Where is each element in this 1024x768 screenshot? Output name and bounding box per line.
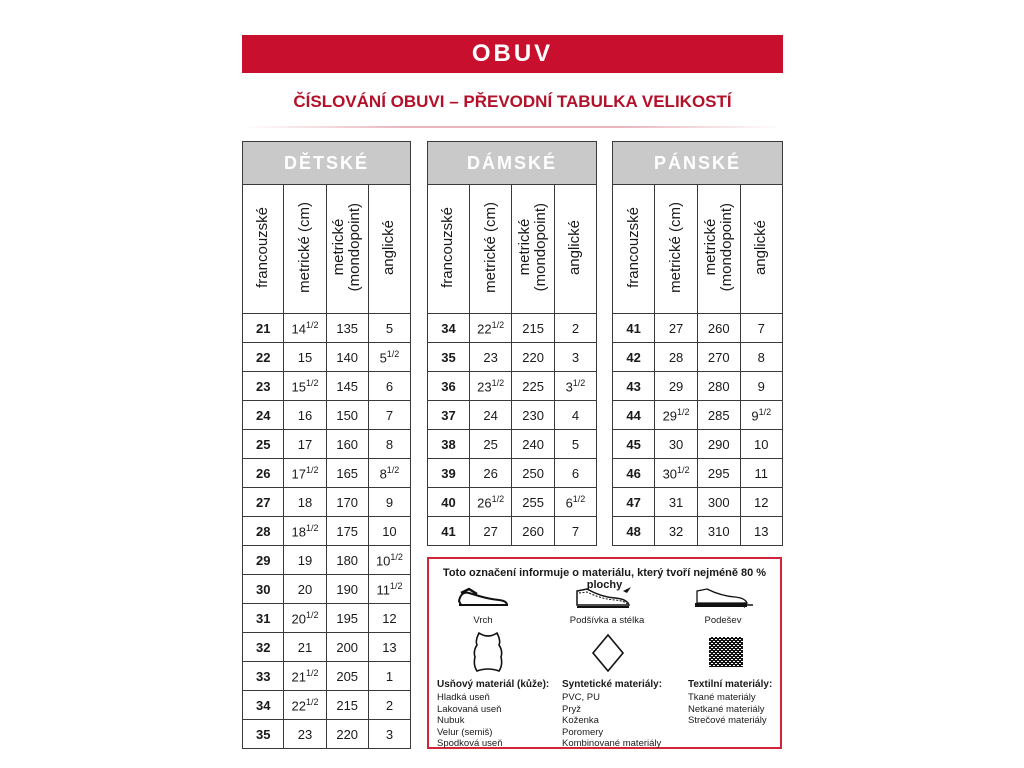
table-row <box>428 401 597 430</box>
material-item: Tkané materiály <box>688 692 756 703</box>
table-cell: 13 <box>740 517 782 546</box>
column-header: francouzské <box>428 185 470 314</box>
table-cell: 24 <box>469 401 511 430</box>
table-row <box>243 372 411 401</box>
table-cell: 295 <box>697 459 740 488</box>
material-item: Netkané materiály <box>688 703 765 715</box>
table-cell: 32 <box>655 517 698 546</box>
table-cell: $22^{1/2}$ <box>469 314 511 343</box>
table-cell: 255 <box>512 488 555 517</box>
group-title-synthetic: Syntetické materiály: <box>562 679 663 690</box>
table-cell: 16 <box>284 401 326 430</box>
column-header: anglické <box>368 185 410 314</box>
table-cell: 3 <box>368 720 410 749</box>
table-row <box>243 546 411 575</box>
table-cell: 45 <box>613 430 655 459</box>
table-cell: 8 <box>368 430 410 459</box>
table-cell: 31 <box>655 488 698 517</box>
table-cell: 175 <box>326 517 368 546</box>
table-cell: 30 <box>655 430 698 459</box>
column-header: metrické (cm) <box>469 185 511 314</box>
table-cell: 2 <box>554 314 596 343</box>
table-row <box>243 691 411 720</box>
table-cell: 44 <box>613 401 655 430</box>
group-items-leather <box>437 692 503 750</box>
table-row <box>428 488 597 517</box>
table-cell: 270 <box>697 343 740 372</box>
table-cell: 43 <box>613 372 655 401</box>
table-row <box>243 720 411 749</box>
table-cell: 300 <box>697 488 740 517</box>
table-cell: $10^{1/2}$ <box>368 546 410 575</box>
table-cell: 220 <box>326 720 368 749</box>
table-cell: 215 <box>512 314 555 343</box>
table-cell: $17^{1/2}$ <box>284 459 326 488</box>
table-cell: 36 <box>428 372 470 401</box>
table-cell: 250 <box>512 459 555 488</box>
table-cell: 39 <box>428 459 470 488</box>
table-cell: 29 <box>243 546 284 575</box>
group-title-textile: Textilní materiály: <box>688 679 773 690</box>
table-cell: 35 <box>428 343 470 372</box>
table-cell: 32 <box>243 633 284 662</box>
table-row <box>428 372 597 401</box>
table-row <box>428 430 597 459</box>
table-cell: 7 <box>554 517 596 546</box>
table-cell: 28 <box>243 517 284 546</box>
table-cell: 25 <box>243 430 284 459</box>
table-row <box>243 401 411 430</box>
table-cell: 23 <box>284 720 326 749</box>
table-cell: 12 <box>740 488 782 517</box>
column-header: anglické <box>554 185 596 314</box>
column-header: anglické <box>740 185 782 314</box>
table-row <box>613 459 783 488</box>
table-cell: 27 <box>469 517 511 546</box>
table-cell: 31 <box>243 604 284 633</box>
table-cell: $18^{1/2}$ <box>284 517 326 546</box>
table-cell: 145 <box>326 372 368 401</box>
table-cell: 200 <box>326 633 368 662</box>
table-cell: 42 <box>613 343 655 372</box>
table-cell: $23^{1/2}$ <box>469 372 511 401</box>
column-header: metrické (cm) <box>655 185 698 314</box>
table-row <box>613 343 783 372</box>
group-title-leather: Usňový materiál (kůže): <box>437 679 550 690</box>
table-cell: 5 <box>554 430 596 459</box>
material-item: Velur (semiš) <box>437 726 493 738</box>
table-cell: 27 <box>243 488 284 517</box>
table-cell: 140 <box>326 343 368 372</box>
table-row <box>243 314 411 343</box>
table-cell: 310 <box>697 517 740 546</box>
table-row <box>428 314 597 343</box>
table-cell: 260 <box>697 314 740 343</box>
table-row <box>243 343 411 372</box>
table-cell: 24 <box>243 401 284 430</box>
table-row <box>428 459 597 488</box>
table-cell: 160 <box>326 430 368 459</box>
shoe-lining-icon <box>571 583 635 611</box>
table-cell: 6 <box>368 372 410 401</box>
table-cell: $9^{1/2}$ <box>740 401 782 430</box>
table-cell: 37 <box>428 401 470 430</box>
part-label-upper: Vrch <box>473 615 493 626</box>
table-cell: 290 <box>697 430 740 459</box>
table-cell: 7 <box>740 314 782 343</box>
table-cell: 8 <box>740 343 782 372</box>
table-cell: 22 <box>243 343 284 372</box>
page-banner: OBUV <box>242 35 783 73</box>
table-cell: $15^{1/2}$ <box>284 372 326 401</box>
table-row <box>613 517 783 546</box>
table-cell: 4 <box>554 401 596 430</box>
shoe-sole-icon <box>691 583 755 611</box>
table-cell: $5^{1/2}$ <box>368 343 410 372</box>
table-cell: $8^{1/2}$ <box>368 459 410 488</box>
materials-title: Toto označení informuje o materiálu, který tvoří nejméně 80 % plochy <box>442 567 767 591</box>
material-item: Pryž <box>562 703 581 715</box>
page-subtitle: ČÍSLOVÁNÍ OBUVI – PŘEVODNÍ TABULKA VELIKOSTÍ <box>293 92 732 111</box>
table-cell: $21^{1/2}$ <box>284 662 326 691</box>
table-cell: 1 <box>368 662 410 691</box>
materials-panel <box>427 557 782 749</box>
table-cell: 230 <box>512 401 555 430</box>
table-cell: 195 <box>326 604 368 633</box>
material-item: Nubuk <box>437 715 465 726</box>
table-cell: 21 <box>243 314 284 343</box>
table-cell: 205 <box>326 662 368 691</box>
table-category-title: DÁMSKÉ <box>428 142 597 185</box>
table-cell: 220 <box>512 343 555 372</box>
table-cell: 150 <box>326 401 368 430</box>
table-row <box>243 662 411 691</box>
table-cell: 6 <box>554 459 596 488</box>
table-cell: 23 <box>243 372 284 401</box>
table-cell: 20 <box>284 575 326 604</box>
column-header: metrické (mondopoint) <box>697 185 740 314</box>
table-cell: $30^{1/2}$ <box>655 459 698 488</box>
material-item: PVC, PU <box>562 692 601 703</box>
table-row <box>243 604 411 633</box>
textile-weave-icon <box>707 635 745 669</box>
material-item: Hladká useň <box>437 692 490 703</box>
table-row <box>243 575 411 604</box>
table-cell: 40 <box>428 488 470 517</box>
table-cell: 240 <box>512 430 555 459</box>
table-cell: 10 <box>368 517 410 546</box>
table-cell: 12 <box>368 604 410 633</box>
material-item: Kombinované materiály <box>562 738 662 749</box>
shoe-upper-icon <box>455 583 511 609</box>
table-row <box>613 372 783 401</box>
table-detske <box>242 141 411 749</box>
table-row <box>243 488 411 517</box>
material-item: Poromery <box>562 726 604 738</box>
table-cell: 47 <box>613 488 655 517</box>
table-cell: 48 <box>613 517 655 546</box>
table-cell: 2 <box>368 691 410 720</box>
table-cell: 9 <box>740 372 782 401</box>
table-cell: 7 <box>368 401 410 430</box>
table-cell: 35 <box>243 720 284 749</box>
table-cell: 25 <box>469 430 511 459</box>
table-cell: 15 <box>284 343 326 372</box>
table-cell: $29^{1/2}$ <box>655 401 698 430</box>
table-cell: $22^{1/2}$ <box>284 691 326 720</box>
material-item: Spodková useň <box>437 738 503 749</box>
table-cell: 215 <box>326 691 368 720</box>
table-cell: $3^{1/2}$ <box>554 372 596 401</box>
table-damske <box>427 141 597 546</box>
table-cell: 180 <box>326 546 368 575</box>
table-row <box>243 430 411 459</box>
table-cell: 135 <box>326 314 368 343</box>
table-cell: 34 <box>428 314 470 343</box>
table-cell: 165 <box>326 459 368 488</box>
table-row <box>243 633 411 662</box>
table-cell: 11 <box>740 459 782 488</box>
column-header: metrické (mondopoint) <box>326 185 368 314</box>
table-cell: 225 <box>512 372 555 401</box>
table-cell: $11^{1/2}$ <box>368 575 410 604</box>
column-header: metrické (cm) <box>284 185 326 314</box>
part-label-sole: Podešev <box>704 615 742 626</box>
table-cell: 13 <box>368 633 410 662</box>
table-cell: $26^{1/2}$ <box>469 488 511 517</box>
table-cell: 280 <box>697 372 740 401</box>
table-category-title: PÁNSKÉ <box>613 142 783 185</box>
divider <box>242 126 783 128</box>
table-cell: 34 <box>243 691 284 720</box>
table-cell: 28 <box>655 343 698 372</box>
table-cell: 26 <box>469 459 511 488</box>
column-header: metrické (mondopoint) <box>512 185 555 314</box>
table-category-title: DĚTSKÉ <box>243 142 411 185</box>
table-cell: 27 <box>655 314 698 343</box>
group-items-textile <box>688 692 767 727</box>
table-row <box>613 488 783 517</box>
table-row <box>613 314 783 343</box>
table-cell: 260 <box>512 517 555 546</box>
column-header: francouzské <box>613 185 655 314</box>
table-cell: 285 <box>697 401 740 430</box>
table-cell: 23 <box>469 343 511 372</box>
table-cell: 29 <box>655 372 698 401</box>
table-cell: 46 <box>613 459 655 488</box>
table-cell: 18 <box>284 488 326 517</box>
table-cell: 9 <box>368 488 410 517</box>
leather-hide-icon <box>471 631 505 673</box>
material-item: Koženka <box>562 715 599 726</box>
table-cell: 41 <box>613 314 655 343</box>
table-panske <box>612 141 783 546</box>
table-cell: 10 <box>740 430 782 459</box>
synthetic-diamond-icon <box>591 633 625 673</box>
material-item: Strečové materiály <box>688 715 767 726</box>
material-item: Lakovaná useň <box>437 703 502 715</box>
table-row <box>613 401 783 430</box>
table-cell: 170 <box>326 488 368 517</box>
table-row <box>243 517 411 546</box>
column-header: francouzské <box>243 185 284 314</box>
table-row <box>613 430 783 459</box>
table-cell: 19 <box>284 546 326 575</box>
table-cell: 38 <box>428 430 470 459</box>
table-cell: 5 <box>368 314 410 343</box>
table-cell: $6^{1/2}$ <box>554 488 596 517</box>
table-cell: 33 <box>243 662 284 691</box>
table-row <box>428 517 597 546</box>
table-cell: 21 <box>284 633 326 662</box>
table-row <box>428 343 597 372</box>
table-cell: 30 <box>243 575 284 604</box>
table-cell: $14^{1/2}$ <box>284 314 326 343</box>
table-cell: 26 <box>243 459 284 488</box>
table-cell: 17 <box>284 430 326 459</box>
table-cell: $20^{1/2}$ <box>284 604 326 633</box>
table-cell: 3 <box>554 343 596 372</box>
table-row <box>243 459 411 488</box>
table-cell: 190 <box>326 575 368 604</box>
group-items-synthetic <box>562 692 661 750</box>
part-label-lining: Podšívka a stélka <box>569 615 645 626</box>
table-cell: 41 <box>428 517 470 546</box>
